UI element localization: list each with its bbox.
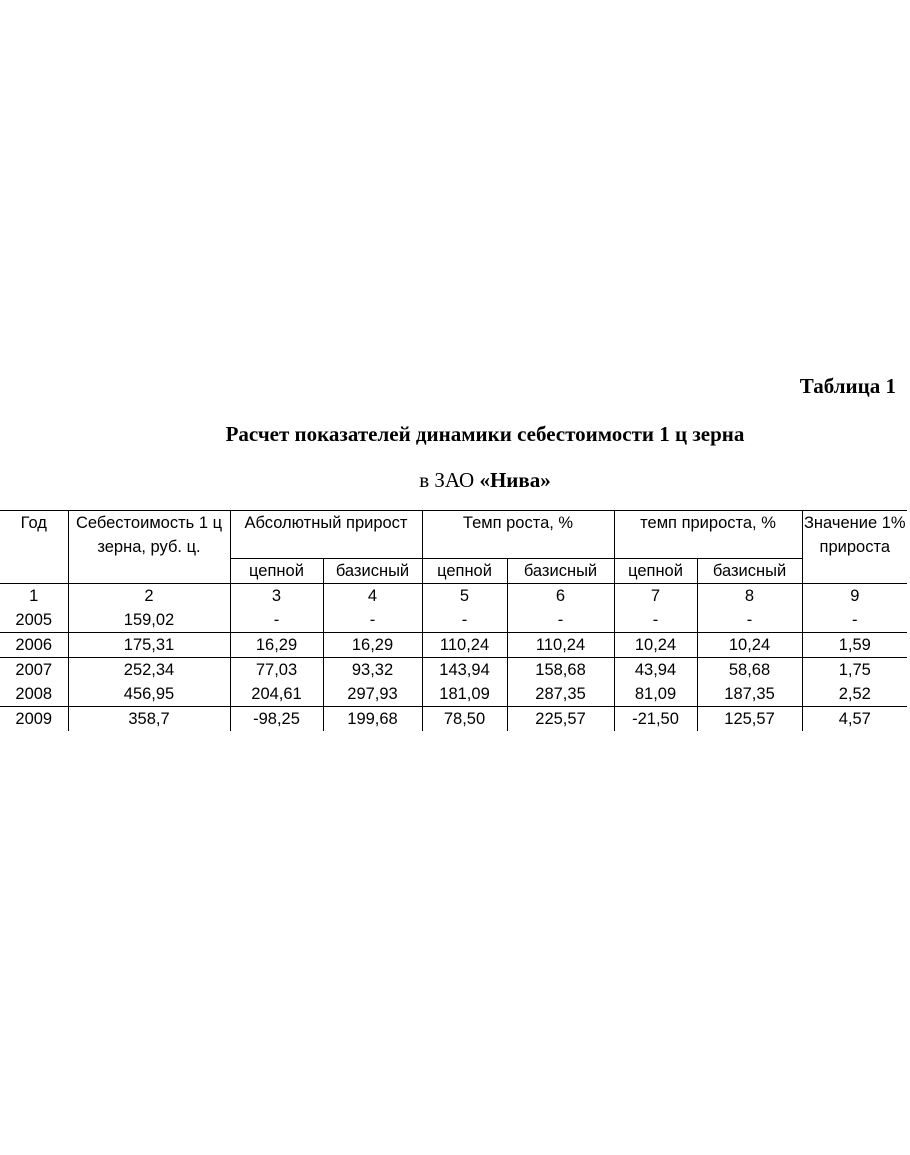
- cell-growth-chain: 143,94: [422, 658, 507, 683]
- table-row: [0, 658, 907, 683]
- subheader-increase-chain: цепной: [614, 559, 697, 584]
- cell-increase-basic: -: [697, 608, 802, 633]
- cell-growth-basic: 225,57: [507, 707, 614, 732]
- cell-increase-chain: 10,24: [614, 633, 697, 658]
- cell-abs-chain: -98,25: [230, 707, 323, 732]
- cell-cost: 159,02: [68, 608, 230, 633]
- cell-cost: 358,7: [68, 707, 230, 732]
- cell-growth-basic: 110,24: [507, 633, 614, 658]
- column-number: 3: [230, 584, 323, 609]
- cell-growth-chain: -: [422, 608, 507, 633]
- header-one-percent-value: Значение 1% прироста: [802, 511, 907, 584]
- cell-growth-basic: 287,35: [507, 682, 614, 707]
- header-absolute-growth: Абсолютный прирост: [230, 511, 422, 559]
- table-subtitle-prefix: в ЗАО: [419, 468, 480, 492]
- cell-increase-basic: 58,68: [697, 658, 802, 683]
- subheader-growth-chain: цепной: [422, 559, 507, 584]
- cell-increase-chain: -21,50: [614, 707, 697, 732]
- table-title: Расчет показателей динамики себестоимости 1 ц зерна: [225, 422, 745, 446]
- cell-abs-chain: -: [230, 608, 323, 633]
- header-cost: Себестоимость 1 ц зерна, руб. ц.: [68, 511, 230, 584]
- column-number: 4: [323, 584, 422, 609]
- company-name: «Нива»: [479, 468, 551, 492]
- table-row: [0, 707, 907, 732]
- cell-abs-chain: 16,29: [230, 633, 323, 658]
- subheader-increase-basic: базисный: [697, 559, 802, 584]
- cell-increase-chain: 81,09: [614, 682, 697, 707]
- cell-growth-basic: -: [507, 608, 614, 633]
- cell-increase-basic: 187,35: [697, 682, 802, 707]
- table-number-label: Таблица 1: [799, 374, 896, 398]
- column-number: 1: [0, 584, 68, 609]
- cell-cost: 175,31: [68, 633, 230, 658]
- cell-one-percent: 1,59: [802, 633, 907, 658]
- cell-abs-basic: 297,93: [323, 682, 422, 707]
- cell-cost: 252,34: [68, 658, 230, 683]
- cell-year: 2005: [15, 611, 53, 629]
- subheader-abs-basic: базисный: [323, 559, 422, 584]
- dynamics-table: [0, 510, 907, 731]
- cell-abs-basic: 16,29: [323, 633, 422, 658]
- table-row: [0, 608, 907, 633]
- cell-growth-chain: 181,09: [422, 682, 507, 707]
- cell-abs-basic: 93,32: [323, 658, 422, 683]
- cell-increase-chain: 43,94: [614, 658, 697, 683]
- cell-one-percent: 1,75: [802, 658, 907, 683]
- column-number: 2: [68, 584, 230, 609]
- cell-increase-chain: -: [614, 608, 697, 633]
- subheader-abs-chain: цепной: [230, 559, 323, 584]
- header-growth-rate: Темп роста, %: [422, 511, 614, 559]
- subheader-growth-basic: базисный: [507, 559, 614, 584]
- column-number: 9: [802, 584, 907, 609]
- table-subtitle: [0, 468, 910, 493]
- cell-increase-basic: 125,57: [697, 707, 802, 732]
- cell-one-percent: -: [802, 608, 907, 633]
- column-number-row: [0, 584, 907, 609]
- cell-growth-basic: 158,68: [507, 658, 614, 683]
- cell-one-percent: 2,52: [802, 682, 907, 707]
- cell-abs-basic: -: [323, 608, 422, 633]
- column-number: 6: [507, 584, 614, 609]
- table-row: [0, 682, 907, 707]
- cell-year: 2009: [0, 707, 68, 732]
- column-number: 5: [422, 584, 507, 609]
- cell-abs-basic: 199,68: [323, 707, 422, 732]
- cell-growth-chain: 78,50: [422, 707, 507, 732]
- cell-year: 2008: [15, 685, 53, 703]
- column-number: 8: [697, 584, 802, 609]
- column-number: 7: [614, 584, 697, 609]
- cell-cost: 456,95: [68, 682, 230, 707]
- cell-one-percent: 4,57: [802, 707, 907, 732]
- table-row: [0, 633, 907, 658]
- cell-year: 2006: [0, 633, 68, 658]
- header-increase-rate: темп прироста, %: [614, 511, 802, 559]
- header-year: Год: [0, 511, 68, 584]
- cell-growth-chain: 110,24: [422, 633, 507, 658]
- header-row: [0, 511, 907, 559]
- cell-abs-chain: 77,03: [230, 658, 323, 683]
- cell-abs-chain: 204,61: [230, 682, 323, 707]
- cell-year: 2007: [0, 658, 68, 683]
- cell-increase-basic: 10,24: [697, 633, 802, 658]
